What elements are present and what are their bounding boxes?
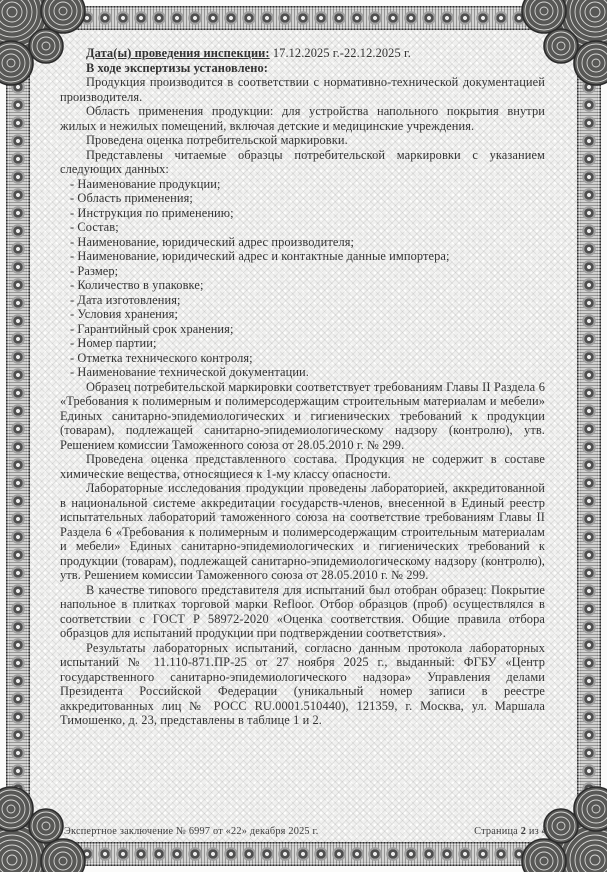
- list-item: - Наименование технической документации.: [70, 365, 309, 379]
- border-top: [6, 6, 601, 30]
- inspection-dates-label: Дата(ы) проведения инспекции:: [86, 46, 270, 60]
- inspection-dates-line: [60, 46, 545, 61]
- list-item: - Область применения;: [70, 191, 193, 205]
- paragraph: В качестве типового представителя для испытаний был отобран образец: Покрытие напольное в плитках торговой марки Refloor. Отбор образцов (проб) осуществлялся в соответствии с ГОСТ Р 58972-2020 «Оценка соответствия. Общие правила отбора образцов для испытаний продукции при подтверждении соответствия».: [60, 582, 545, 640]
- footer-of-label: из: [528, 826, 539, 837]
- list-item: - Наименование, юридический адрес производителя;: [70, 234, 355, 249]
- list-item: - Наименование, юридический адрес и контактные данные импортера;: [70, 249, 450, 263]
- border-bottom: [6, 842, 601, 866]
- paragraph: Проведена оценка представленного состава. Продукция не содержит в составе химические вещества, относящиеся к 1-му классу опасности.: [60, 452, 545, 481]
- paragraph: Продукция производится в соответствии с нормативно-технической документацией производителя.: [60, 75, 545, 104]
- list-item: - Отметка технического контроля;: [70, 350, 253, 365]
- paragraph: Образец потребительской маркировки соответствует требованиям Главы II Раздела 6 «Требования к полимерным и полимерсодержащим строительным материалам и мебели» Единых санитарно-эпидемиологических и гигиенических требований к продукции (товарам), подлежащей санитарно-эпидемиологическому надзору (контролю), утв. Решением комиссии Таможенного союза от 28.05.2010 г. № 299.: [60, 379, 545, 452]
- footer-page-number: 2: [520, 826, 527, 837]
- list-item: - Состав;: [70, 220, 119, 234]
- list-item: - Размер;: [70, 263, 119, 278]
- paragraph: Проведена оценка потребительской маркировки.: [86, 133, 348, 147]
- footer-page-label: Страница: [474, 826, 518, 837]
- paragraph-group-bottom: [60, 380, 545, 728]
- list-item: - Дата изготовления;: [70, 292, 181, 307]
- document-body: [60, 46, 545, 728]
- list-item: - Наименование продукции;: [70, 176, 221, 191]
- paragraph: Область применения продукции: для устройства напольного покрытия внутри жилых и нежилых помещений, включая детские и медицинские учреждения.: [60, 104, 545, 133]
- paragraph: Лабораторные исследования продукции проведены лабораторией, аккредитованной в национальной системе аккредитации государств-членов, внесенной в Единый реестр испытательных лабораторий таможенного союза на соответствие требованиям Главы II Раздела 6 «Требования к полимерным и полимерсодержащим строительным материалам и мебели» Единых санитарно-эпидемиологических и гигиенических требований к продукции (товарам), подлежащей санитарно-эпидемиологическому надзору (контролю), утв. Решением комиссии Таможенного союза от 28.05.2010 г. № 299.: [60, 481, 545, 582]
- list-item: - Количество в упаковке;: [70, 278, 204, 292]
- footer-document-reference: Экспертное заключение № 6997 от «22» декабря 2025 г.: [64, 826, 319, 837]
- footer-total-pages: 4: [541, 826, 547, 837]
- border-left: [6, 6, 30, 866]
- list-item: - Гарантийный срок хранения;: [70, 321, 234, 336]
- list-item: - Инструкция по применению;: [70, 205, 234, 220]
- inspection-dates-value: 17.12.2025 г.-22.12.2025 г.: [269, 46, 411, 60]
- marking-data-list: [60, 177, 545, 380]
- paragraph: Представлены читаемые образцы потребительской маркировки с указанием следующих данных:: [60, 147, 545, 176]
- page-footer: [64, 826, 547, 837]
- border-right: [577, 6, 601, 866]
- findings-heading: В ходе экспертизы установлено:: [86, 60, 269, 75]
- footer-page-indicator: [474, 826, 547, 837]
- list-item: - Номер партии;: [70, 336, 157, 350]
- paragraph: Результаты лабораторных испытаний, согласно данным протокола лабораторных испытаний № 11.110-871.ПР-25 от 27 ноября 2025 г., выданный: ФГБУ «Центр государственного санитарно-эпидемиологического надзора» Управления делами Президента Российской Федерации (уникальный номер записи в реестре аккредитованных лиц № РОСС RU.0001.510440), 121359, г. Москва, ул. Маршала Тимошенко, д. 23, представлены в таблице 1 и 2.: [60, 640, 545, 727]
- list-item: - Условия хранения;: [70, 307, 178, 321]
- paragraph-group-top: [60, 75, 545, 177]
